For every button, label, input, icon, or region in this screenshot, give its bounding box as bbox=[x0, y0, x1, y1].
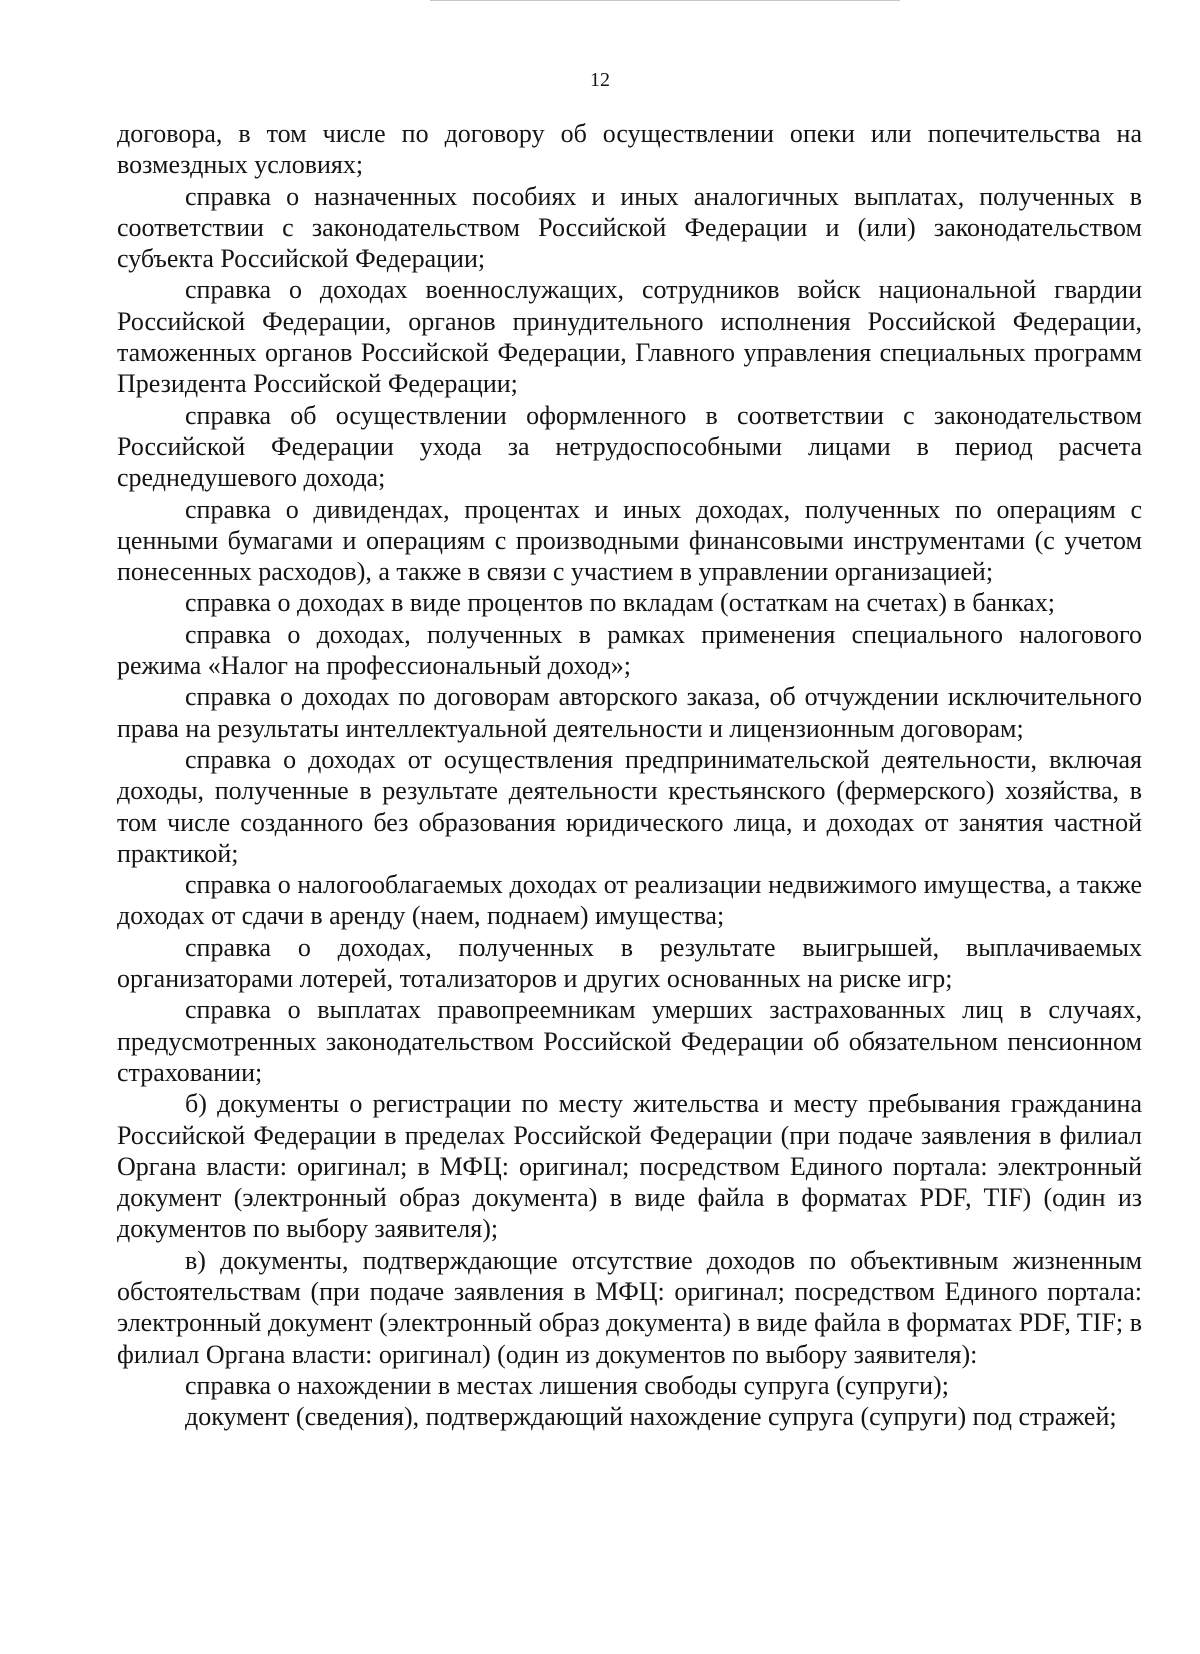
paragraph-continuation: договора, в том числе по договору об осуществлении опеки или попечительства на возмездных условиях; bbox=[117, 119, 1142, 180]
paragraph-imprisonment-certificate: справка о нахождении в местах лишения свободы супруга (супруги); bbox=[185, 1370, 949, 1400]
paragraph-business-income-certificate: справка о доходах от осуществления предпринимательской деятельности, включая доходы, полученные в результате деятельности крестьянского (фермерского) хозяйства, в том числе созданного без образования юридического лица, и доходах от занятия частной практикой; bbox=[117, 744, 1142, 868]
document-body bbox=[117, 118, 1142, 1432]
paragraph-deposit-interest-certificate: справка о доходах в виде процентов по вкладам (остаткам на счетах) в банках; bbox=[185, 588, 1055, 618]
paragraph-military-income-certificate: справка о доходах военнослужащих, сотрудников войск национальной гвардии Российской Федерации, органов принудительного исполнения Российской Федерации, таможенных органов Российской Федерации, Главного управления специальных программ Президента Российской Федерации; bbox=[117, 275, 1142, 399]
paragraph-lottery-winnings-certificate: справка о доходах, полученных в результате выигрышей, выплачиваемых организаторами лотерей, тотализаторов и других основанных на риске игр; bbox=[117, 932, 1142, 994]
page-number: 12 bbox=[590, 69, 610, 91]
paragraph-professional-income-tax-certificate: справка о доходах, полученных в рамках применения специального налогового режима «Налог на профессиональный доход»; bbox=[117, 619, 1142, 681]
paragraph-pension-successors-certificate: справка о выплатах правопреемникам умерших застрахованных лиц в случаях, предусмотренных законодательством Российской Федерации об обязательном пенсионном страховании; bbox=[117, 995, 1142, 1087]
paragraph-author-contracts-certificate: справка о доходах по договорам авторского заказа, об отчуждении исключительного права на результаты интеллектуальной деятельности и лицензионным договорам; bbox=[117, 682, 1142, 743]
paragraph-dividends-certificate: справка о дивидендах, процентах и иных доходах, полученных по операциям с ценными бумагами и операциям с производными финансовыми инструментами (с учетом понесенных расходов), а также в связи с участием в управлении организацией; bbox=[117, 494, 1142, 587]
paragraph-benefits-certificate: справка о назначенных пособиях и иных аналогичных выплатах, полученных в соответствии с законодательством Российской Федерации и (или) законодательством субъекта Российской Федерации; bbox=[117, 181, 1142, 274]
scan-edge-mark bbox=[430, 0, 900, 1]
paragraph-real-estate-income-certificate: справка о налогооблагаемых доходах от реализации недвижимого имущества, а также доходах от сдачи в аренду (наем, поднаем) имущества; bbox=[117, 870, 1142, 931]
paragraph-no-income-documents: в) документы, подтверждающие отсутствие доходов по объективным жизненным обстоятельствам (при подаче заявления в МФЦ: оригинал; посредством Единого портала: электронный документ (электронный образ документа) в виде файла в форматах PDF, TIF; в филиал Органа власти: оригинал) (один из документов по выбору заявителя): bbox=[117, 1245, 1142, 1369]
paragraph-registration-documents: б) документы о регистрации по месту жительства и месту пребывания гражданина Российской Федерации в пределах Российской Федерации (при подаче заявления в филиал Органа власти: оригинал; в МФЦ: оригинал; посредством Единого портала: электронный документ (электронный образ документа) в виде файла в форматах PDF, TIF) (один из документов по выбору заявителя); bbox=[117, 1089, 1142, 1244]
paragraph-care-certificate: справка об осуществлении оформленного в соответствии с законодательством Российской Федерации ухода за нетрудоспособными лицами в период расчета среднедушевого дохода; bbox=[117, 400, 1142, 493]
paragraph-custody-document: документ (сведения), подтверждающий нахождение супруга (супруги) под стражей; bbox=[185, 1402, 1117, 1432]
